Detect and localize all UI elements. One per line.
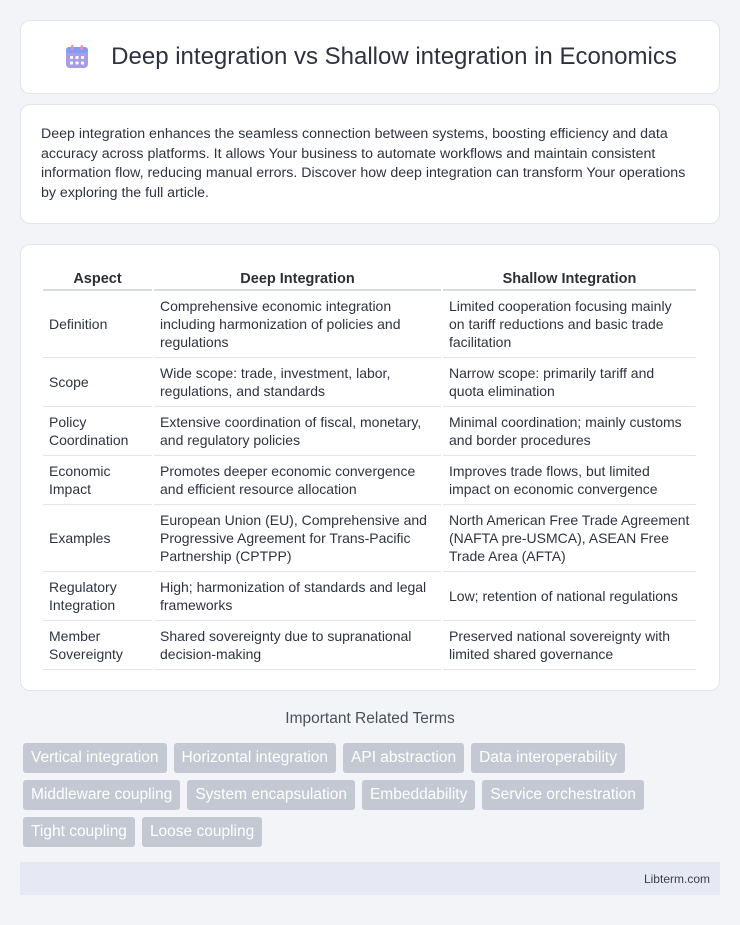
cell-aspect: Regulatory Integration bbox=[43, 572, 152, 621]
table-row bbox=[43, 291, 696, 358]
page-title: Deep integration vs Shallow integration in Economics bbox=[111, 43, 677, 70]
related-term-tag[interactable]: Vertical integration bbox=[23, 743, 167, 773]
cell-deep: Wide scope: trade, investment, labor, regulations, and standards bbox=[154, 358, 441, 407]
table-row bbox=[43, 572, 696, 621]
related-term-tag[interactable]: API abstraction bbox=[343, 743, 464, 773]
cell-shallow: North American Free Trade Agreement (NAFTA pre-USMCA), ASEAN Free Trade Area (AFTA) bbox=[443, 505, 696, 572]
cell-aspect: Policy Coordination bbox=[43, 407, 152, 456]
table-row bbox=[43, 456, 696, 505]
header-card bbox=[20, 20, 720, 94]
header-deep: Deep Integration bbox=[154, 265, 441, 291]
related-terms-list bbox=[23, 743, 723, 854]
cell-deep: Shared sovereignty due to supranational decision-making bbox=[154, 621, 441, 670]
header-aspect: Aspect bbox=[43, 265, 152, 291]
related-term-tag[interactable]: System encapsulation bbox=[187, 780, 355, 810]
related-term-tag[interactable]: Service orchestration bbox=[482, 780, 644, 810]
cell-deep: European Union (EU), Comprehensive and Progressive Agreement for Trans-Pacific Partnership (CPTPP) bbox=[154, 505, 441, 572]
related-term-tag[interactable]: Embeddability bbox=[362, 780, 475, 810]
table-row bbox=[43, 358, 696, 407]
cell-shallow: Improves trade flows, but limited impact on economic convergence bbox=[443, 456, 696, 505]
cell-deep: Extensive coordination of fiscal, monetary, and regulatory policies bbox=[154, 407, 441, 456]
intro-text: Deep integration enhances the seamless connection between systems, boosting efficiency and data accuracy across platforms. It allows Your business to automate workflows and maintain consistent information flow, reducing manual errors. Discover how deep integration can transform Your operations by exploring the full article. bbox=[41, 126, 686, 201]
related-term-tag[interactable]: Middleware coupling bbox=[23, 780, 180, 810]
cell-aspect: Economic Impact bbox=[43, 456, 152, 505]
cell-shallow: Narrow scope: primarily tariff and quota elimination bbox=[443, 358, 696, 407]
cell-shallow: Minimal coordination; mainly customs and border procedures bbox=[443, 407, 696, 456]
cell-aspect: Examples bbox=[43, 505, 152, 572]
comparison-table bbox=[41, 265, 698, 670]
cell-deep: High; harmonization of standards and legal frameworks bbox=[154, 572, 441, 621]
calendar-grid-icon bbox=[63, 43, 91, 71]
footer-site[interactable]: Libterm.com bbox=[643, 871, 710, 886]
table-header-row bbox=[43, 265, 696, 291]
table-row bbox=[43, 407, 696, 456]
cell-shallow: Preserved national sovereignty with limited shared governance bbox=[443, 621, 696, 670]
table-row bbox=[43, 621, 696, 670]
related-term-tag[interactable]: Tight coupling bbox=[23, 817, 135, 847]
intro-card bbox=[20, 104, 720, 224]
cell-shallow: Low; retention of national regulations bbox=[443, 572, 696, 621]
cell-shallow: Limited cooperation focusing mainly on tariff reductions and basic trade facilitation bbox=[443, 291, 696, 358]
related-term-tag[interactable]: Loose coupling bbox=[142, 817, 262, 847]
cell-deep: Comprehensive economic integration including harmonization of policies and regulations bbox=[154, 291, 441, 358]
cell-deep: Promotes deeper economic convergence and efficient resource allocation bbox=[154, 456, 441, 505]
header-shallow: Shallow Integration bbox=[443, 265, 696, 291]
cell-aspect: Member Sovereignty bbox=[43, 621, 152, 670]
table-row bbox=[43, 505, 696, 572]
cell-aspect: Scope bbox=[43, 358, 152, 407]
footer bbox=[20, 862, 720, 895]
related-terms-title: Important Related Terms bbox=[285, 710, 455, 727]
related-term-tag[interactable]: Data interoperability bbox=[471, 743, 625, 773]
related-term-tag[interactable]: Horizontal integration bbox=[174, 743, 336, 773]
comparison-card bbox=[20, 244, 720, 691]
cell-aspect: Definition bbox=[43, 291, 152, 358]
